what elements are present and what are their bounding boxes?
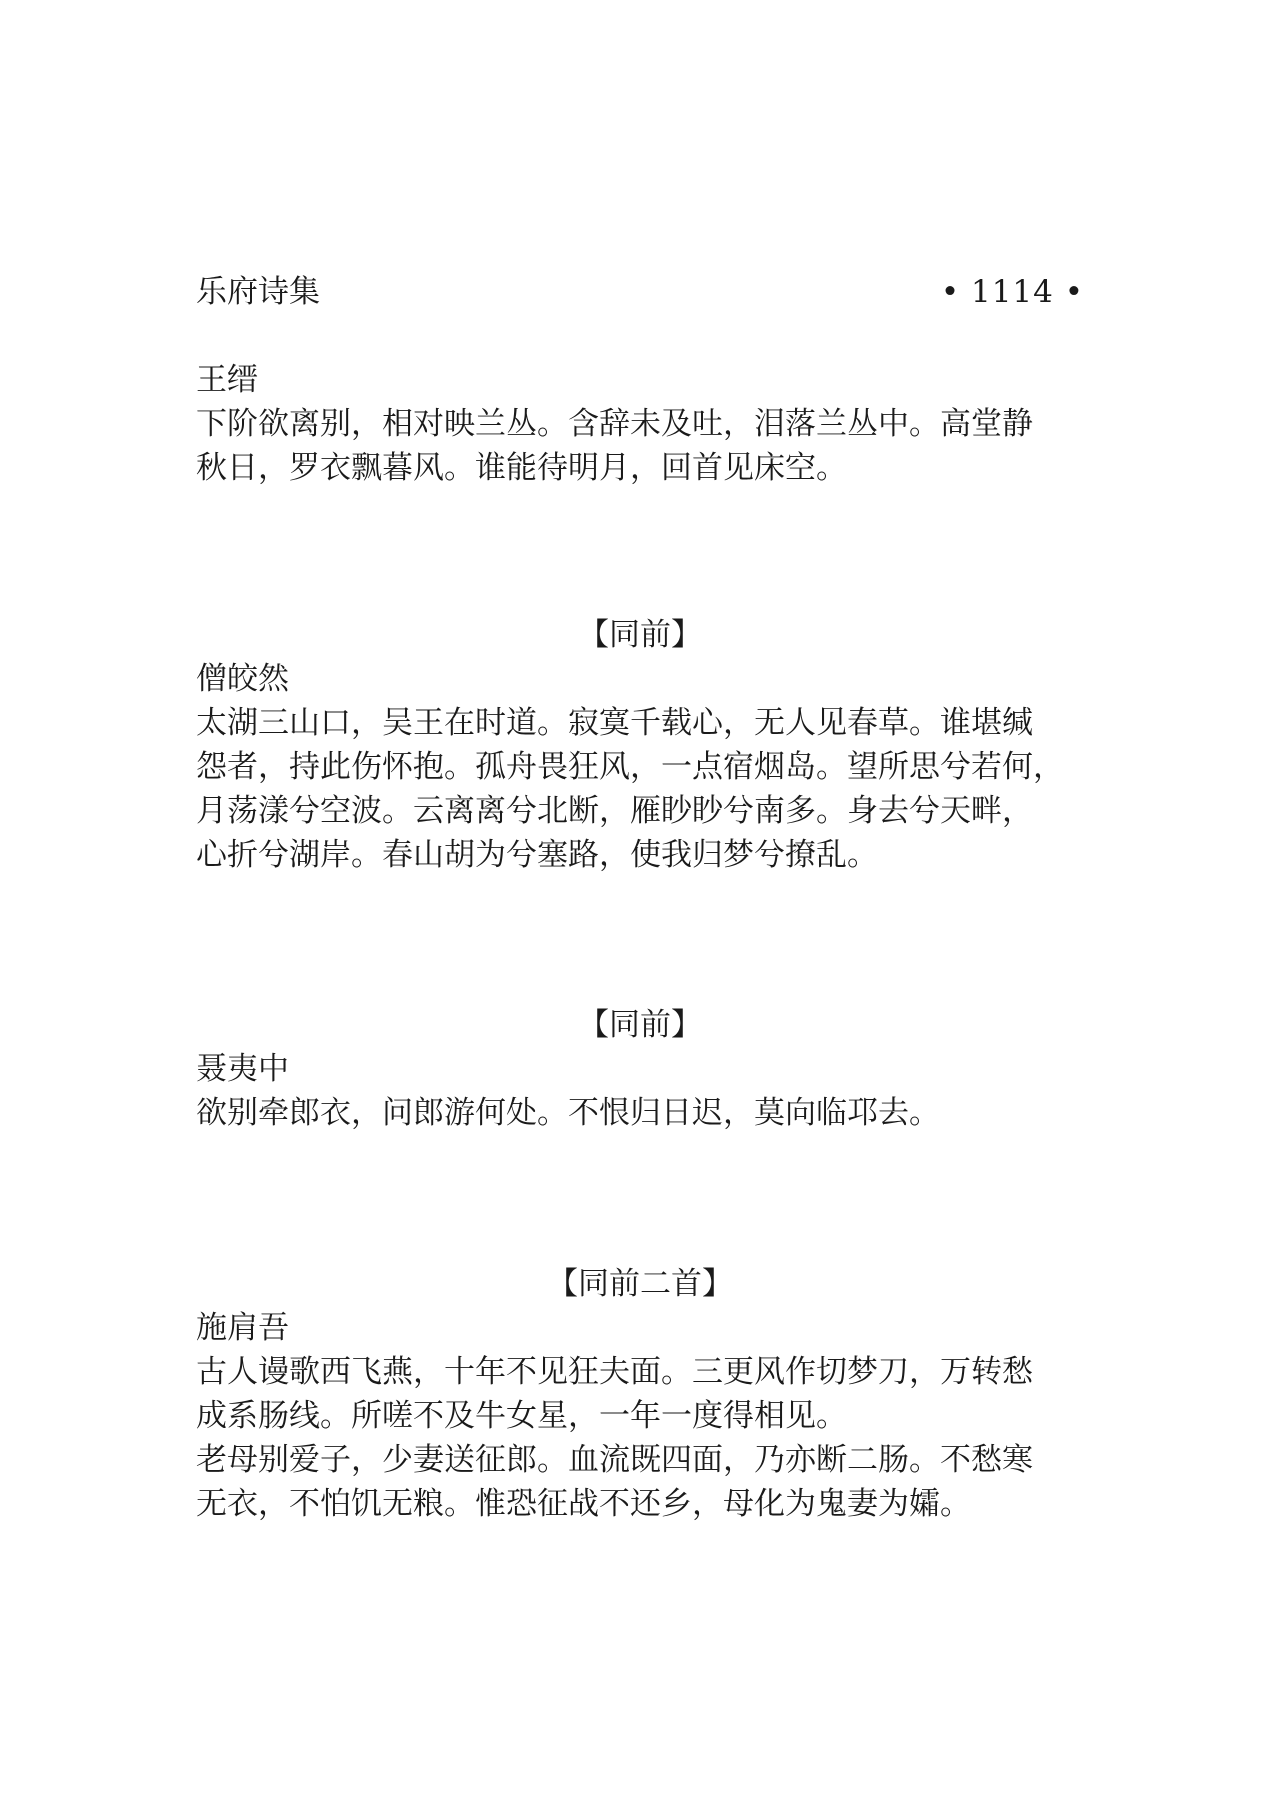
poem-author: 王缙 <box>196 362 258 398</box>
poem-title: 【同前二首】 <box>547 1266 733 1302</box>
poem-author: 僧皎然 <box>196 661 289 697</box>
poem-line: 下阶欲离别，相对映兰丛。含辞未及吐，泪落兰丛中。高堂静 <box>196 406 1033 442</box>
poem-entry <box>196 358 1111 490</box>
poem-line: 秋日，罗衣飘暮风。谁能待明月，回首见床空。 <box>196 450 847 486</box>
poem-line: 欲别牵郎衣，问郎游何处。不恨归日迟，莫向临邛去。 <box>196 1095 940 1131</box>
poem-author: 聂夷中 <box>196 1051 289 1087</box>
poem-line: 古人谩歌西飞燕，十年不见狂夫面。三更风作切梦刀，万转愁 <box>196 1354 1033 1390</box>
poem-author: 施肩吾 <box>196 1310 289 1346</box>
poem-line: 老母别爱子，少妻送征郎。血流既四面，乃亦断二肠。不愁寒 <box>196 1442 1033 1478</box>
poem-line: 怨者，持此伤怀抱。孤舟畏狂风，一点宿烟岛。望所思兮若何， <box>196 749 1064 785</box>
poem-title: 【同前】 <box>578 1007 702 1043</box>
poem-entry <box>196 1262 1111 1526</box>
poem-line: 太湖三山口，吴王在时道。寂寞千载心，无人见春草。谁堪缄 <box>196 705 1033 741</box>
poem-title: 【同前】 <box>578 617 702 653</box>
page-number: • 1114 • <box>940 274 1084 310</box>
poem-entry <box>196 1003 1111 1135</box>
poem-line: 心折兮湖岸。春山胡为兮塞路，使我归梦兮撩乱。 <box>196 837 878 873</box>
page-header <box>196 272 1084 312</box>
poem-line: 成系肠线。所嗟不及牛女星，一年一度得相见。 <box>196 1398 847 1434</box>
poem-line: 无衣，不怕饥无粮。惟恐征战不还乡，母化为鬼妻为孀。 <box>196 1486 971 1522</box>
poem-entry <box>196 613 1111 877</box>
book-title: 乐府诗集 <box>196 274 320 310</box>
poem-line: 月荡漾兮空波。云离离兮北断，雁眇眇兮南多。身去兮天畔， <box>196 793 1033 829</box>
